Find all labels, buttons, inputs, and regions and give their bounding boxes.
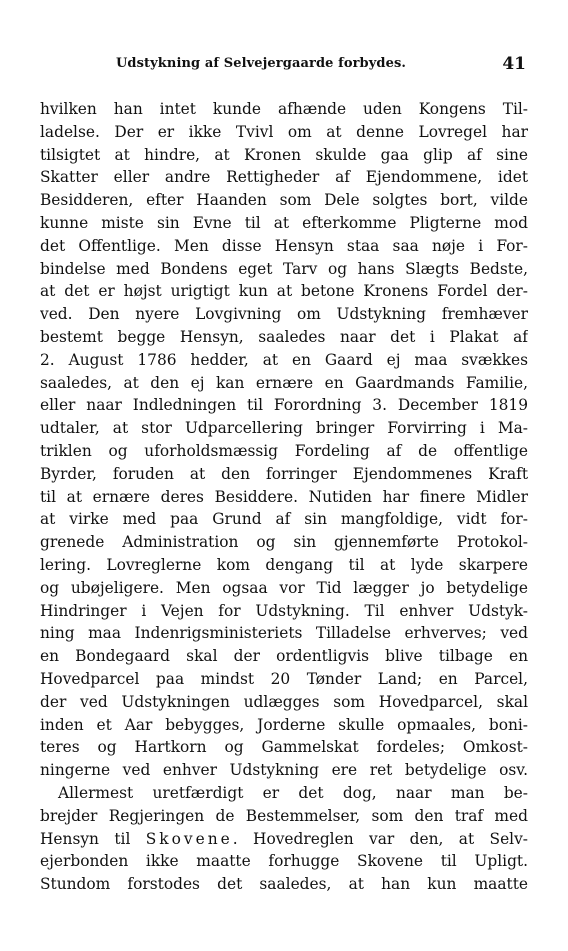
book-page [40, 54, 528, 896]
text-line: Byrder, foruden at den forringer Ejendommenes Kraft [40, 464, 528, 483]
body-text [40, 98, 528, 896]
text-line: grenede Administration og sin gjennemførte Protokol- [40, 533, 528, 552]
text-line: Stundom forstodes det saaledes, at han kun maatte [40, 875, 528, 894]
text-line: ning maa Indenrigsministeriets Tilladelse erhverves; ved [40, 624, 528, 643]
paragraph-2 [40, 782, 528, 896]
text-line: hvilken han intet kunde afhænde uden Kongens Til- [40, 100, 528, 118]
text-line: 2. August 1786 hedder, at en Gaard ej maa svækkes [40, 350, 528, 369]
paragraph-1 [40, 98, 528, 782]
text-line: at virke med paa Grund af sin mangfoldige, vidt for- [40, 510, 528, 529]
text-line: og ubøjeligere. Men ogsaa vor Tid lægger jo betydelige [40, 578, 528, 597]
text-line: lering. Lovreglerne kom dengang til at lyde skarpere [40, 555, 528, 574]
text-line: bindelse med Bondens eget Tarv og hans Slægts Bedste, [40, 259, 528, 278]
text-segment: . Hovedreglen var den, at Selv- [232, 829, 528, 848]
text-line: Skatter eller andre Rettigheder af Ejendommene, idet [40, 168, 528, 187]
text-line: saaledes, at den ej kan ernære en Gaardmands Familie, [40, 373, 528, 392]
text-line: kunne miste sin Evne til at efterkomme Pligterne mod [40, 213, 528, 232]
text-line: at det er højst urigtigt kun at betone Kronens Fordel der- [40, 282, 528, 301]
text-line: ladelse. Der er ikke Tvivl om at denne Lovregel har [40, 122, 528, 141]
text-line: en Bondegaard skal der ordentligvis blive tilbage en [40, 647, 528, 666]
text-line: tilsigtet at hindre, at Kronen skulde gaa glip af sine [40, 145, 528, 164]
text-line: ved. Den nyere Lovgivning om Udstykning fremhæver [40, 305, 528, 324]
page-number: 41 [502, 54, 526, 74]
text-line: teres og Hartkorn og Gammelskat fordeles; Omkost- [40, 738, 528, 757]
text-line: brejder Regjeringen de Bestemmelser, som den traf med [40, 806, 528, 825]
text-line [40, 828, 528, 851]
text-line: Besidderen, efter Haanden som Dele solgtes bort, vilde [40, 191, 528, 210]
text-line: Hindringer i Vejen for Udstykning. Til enhver Udstyk- [40, 601, 528, 620]
text-line: det Offentlige. Men disse Hensyn staa saa nøje i For- [40, 236, 528, 255]
text-line: inden et Aar bebygges, Jorderne skulle opmaales, boni- [40, 715, 528, 734]
text-line: ningerne ved enhver Udstykning ere ret betydelige osv. [40, 761, 528, 780]
text-line: udtaler, at stor Udparcellering bringer Forvirring i Ma- [40, 419, 528, 438]
running-head [40, 54, 528, 84]
running-title: Udstykning af Selvejergaarde forbydes. [116, 56, 406, 71]
text-line: bestemt begge Hensyn, saaledes naar det i Plakat af [40, 327, 528, 346]
text-line: Allermest uretfærdigt er det dog, naar man be- [58, 783, 528, 802]
text-line: ejerbonden ikke maatte forhugge Skovene til Upligt. [40, 852, 528, 871]
text-line: Hovedparcel paa mindst 20 Tønder Land; en Parcel, [40, 669, 528, 688]
text-segment: Hensyn til [40, 829, 146, 848]
text-line: eller naar Indledningen til Forordning 3. December 1819 [40, 396, 528, 415]
text-line: til at ernære deres Besiddere. Nutiden har finere Midler [40, 487, 528, 506]
text-line: der ved Udstykningen udlægges som Hovedparcel, skal [40, 692, 528, 711]
emphasized-word: Skovene [145, 829, 233, 848]
text-line: triklen og uforholdsmæssig Fordeling af de offentlige [40, 441, 528, 460]
